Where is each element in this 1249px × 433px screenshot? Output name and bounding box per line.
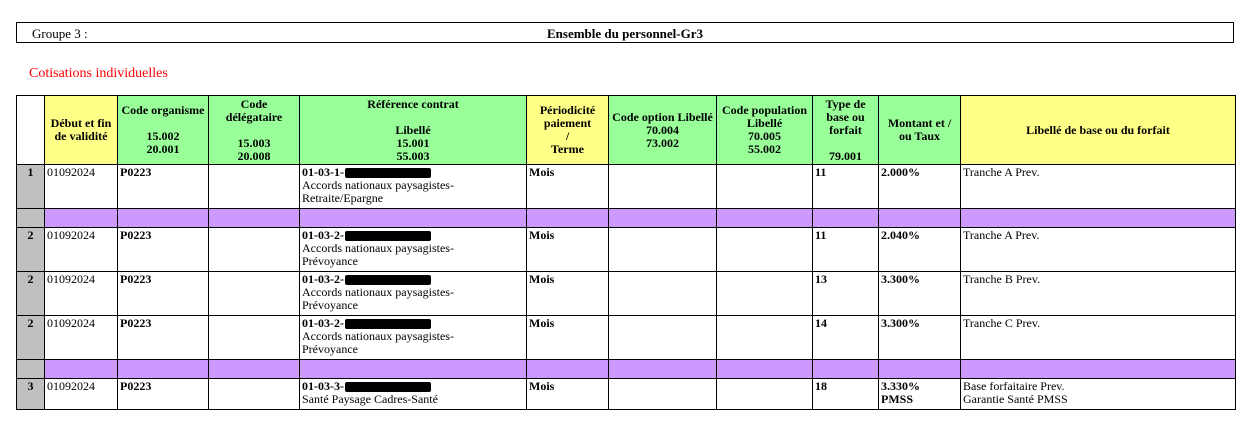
row-date: 01092024 (45, 379, 118, 410)
row-reference-code: 01-03-2- (302, 272, 344, 286)
row-montant: 2.040% (879, 228, 961, 272)
row-index: 2 (17, 228, 45, 272)
row-code-option (609, 165, 717, 209)
separator-cell (118, 209, 209, 228)
section-title: Cotisations individuelles (29, 66, 168, 81)
row-date: 01092024 (45, 228, 118, 272)
table-row (17, 379, 1236, 410)
redaction-mark (345, 231, 431, 241)
separator-cell (527, 360, 609, 379)
row-libelle-base: Tranche A Prev. (961, 228, 1236, 272)
row-code-option (609, 316, 717, 360)
row-libelle: Santé Paysage Cadres-Santé (302, 392, 438, 406)
row-type-base: 14 (813, 316, 879, 360)
header-code-delegataire: Code délégataire 15.003 20.008 (209, 96, 300, 165)
row-index: 2 (17, 272, 45, 316)
separator-cell (717, 360, 813, 379)
row-libelle: Accords nationaux paysagistes- Prévoyance (302, 241, 454, 268)
row-code-option (609, 228, 717, 272)
row-libelle-base: Tranche A Prev. (961, 165, 1236, 209)
row-type-base: 11 (813, 228, 879, 272)
separator-cell (118, 360, 209, 379)
separator-cell (813, 209, 879, 228)
separator-cell (813, 360, 879, 379)
row-periodicite: Mois (527, 316, 609, 360)
row-montant: 3.300% (879, 272, 961, 316)
header-code-population: Code population Libellé 70.005 55.002 (717, 96, 813, 165)
row-libelle: Accords nationaux paysagistes- Prévoyance (302, 329, 454, 356)
row-type-base: 11 (813, 165, 879, 209)
row-code-organisme: P0223 (118, 165, 209, 209)
row-reference-code: 01-03-1- (302, 165, 344, 179)
redaction-mark (345, 275, 431, 285)
row-type-base: 18 (813, 379, 879, 410)
row-index: 3 (17, 379, 45, 410)
separator-cell (45, 360, 118, 379)
row-code-population (717, 272, 813, 316)
row-reference (300, 316, 527, 360)
separator-row (17, 209, 1236, 228)
row-date: 01092024 (45, 272, 118, 316)
header-libelle-base: Libellé de base ou du forfait (961, 96, 1236, 165)
row-code-delegataire (209, 228, 300, 272)
row-code-population (717, 379, 813, 410)
row-reference (300, 379, 527, 410)
row-code-population (717, 316, 813, 360)
row-reference (300, 165, 527, 209)
row-date: 01092024 (45, 165, 118, 209)
row-code-population (717, 228, 813, 272)
row-code-option (609, 272, 717, 316)
redaction-mark (345, 382, 431, 392)
row-periodicite: Mois (527, 165, 609, 209)
header-type-base: Type de base ou forfait 79.001 (813, 96, 879, 165)
separator-cell (717, 209, 813, 228)
row-reference (300, 228, 527, 272)
row-periodicite: Mois (527, 228, 609, 272)
row-montant: 3.300% (879, 316, 961, 360)
separator-cell (879, 360, 961, 379)
separator-row (17, 360, 1236, 379)
row-code-delegataire (209, 272, 300, 316)
separator-cell (209, 209, 300, 228)
table-row (17, 316, 1236, 360)
separator-cell (300, 209, 527, 228)
row-libelle-base: Tranche B Prev. (961, 272, 1236, 316)
separator-cell (300, 360, 527, 379)
group-header (16, 22, 1234, 43)
row-libelle-base: Base forfaitaire Prev. Garantie Santé PMSS (961, 379, 1236, 410)
separator-cell (879, 209, 961, 228)
row-code-population (717, 165, 813, 209)
header-row (17, 96, 1236, 165)
separator-cell (609, 209, 717, 228)
row-code-delegataire (209, 379, 300, 410)
row-index: 2 (17, 316, 45, 360)
row-code-delegataire (209, 316, 300, 360)
redaction-mark (345, 319, 431, 329)
header-periodicite: Périodicité paiement / Terme (527, 96, 609, 165)
separator-cell (45, 209, 118, 228)
row-code-option (609, 379, 717, 410)
separator-cell (961, 360, 1236, 379)
row-reference-code: 01-03-2- (302, 316, 344, 330)
row-periodicite: Mois (527, 379, 609, 410)
header-validity: Début et fin de validité (45, 96, 118, 165)
table-row (17, 165, 1236, 209)
separator-index (17, 360, 45, 379)
corner-cell (17, 96, 45, 165)
separator-index (17, 209, 45, 228)
table-row (17, 228, 1236, 272)
row-code-organisme: P0223 (118, 316, 209, 360)
group-title: Ensemble du personnel-Gr3 (546, 26, 703, 41)
row-type-base: 13 (813, 272, 879, 316)
header-montant: Montant et / ou Taux (879, 96, 961, 165)
separator-cell (209, 360, 300, 379)
redaction-mark (345, 168, 431, 178)
separator-cell (609, 360, 717, 379)
header-reference-contrat: Référence contrat Libellé 15.001 55.003 (300, 96, 527, 165)
row-date: 01092024 (45, 316, 118, 360)
header-code-organisme: Code organisme 15.002 20.001 (118, 96, 209, 165)
row-reference-code: 01-03-3- (302, 379, 344, 393)
row-libelle-base: Tranche C Prev. (961, 316, 1236, 360)
row-montant: 2.000% (879, 165, 961, 209)
header-code-option: Code option Libellé 70.004 73.002 (609, 96, 717, 165)
row-index: 1 (17, 165, 45, 209)
separator-cell (527, 209, 609, 228)
table-row (17, 272, 1236, 316)
row-reference-code: 01-03-2- (302, 228, 344, 242)
row-code-organisme: P0223 (118, 379, 209, 410)
row-code-organisme: P0223 (118, 272, 209, 316)
row-libelle: Accords nationaux paysagistes- Retraite/Epargne (302, 178, 454, 205)
row-periodicite: Mois (527, 272, 609, 316)
group-label: Groupe 3 : (32, 26, 88, 41)
row-code-delegataire (209, 165, 300, 209)
contributions-table (16, 95, 1236, 410)
separator-cell (961, 209, 1236, 228)
row-reference (300, 272, 527, 316)
row-libelle: Accords nationaux paysagistes- Prévoyance (302, 285, 454, 312)
row-montant: 3.330% PMSS (879, 379, 961, 410)
row-code-organisme: P0223 (118, 228, 209, 272)
